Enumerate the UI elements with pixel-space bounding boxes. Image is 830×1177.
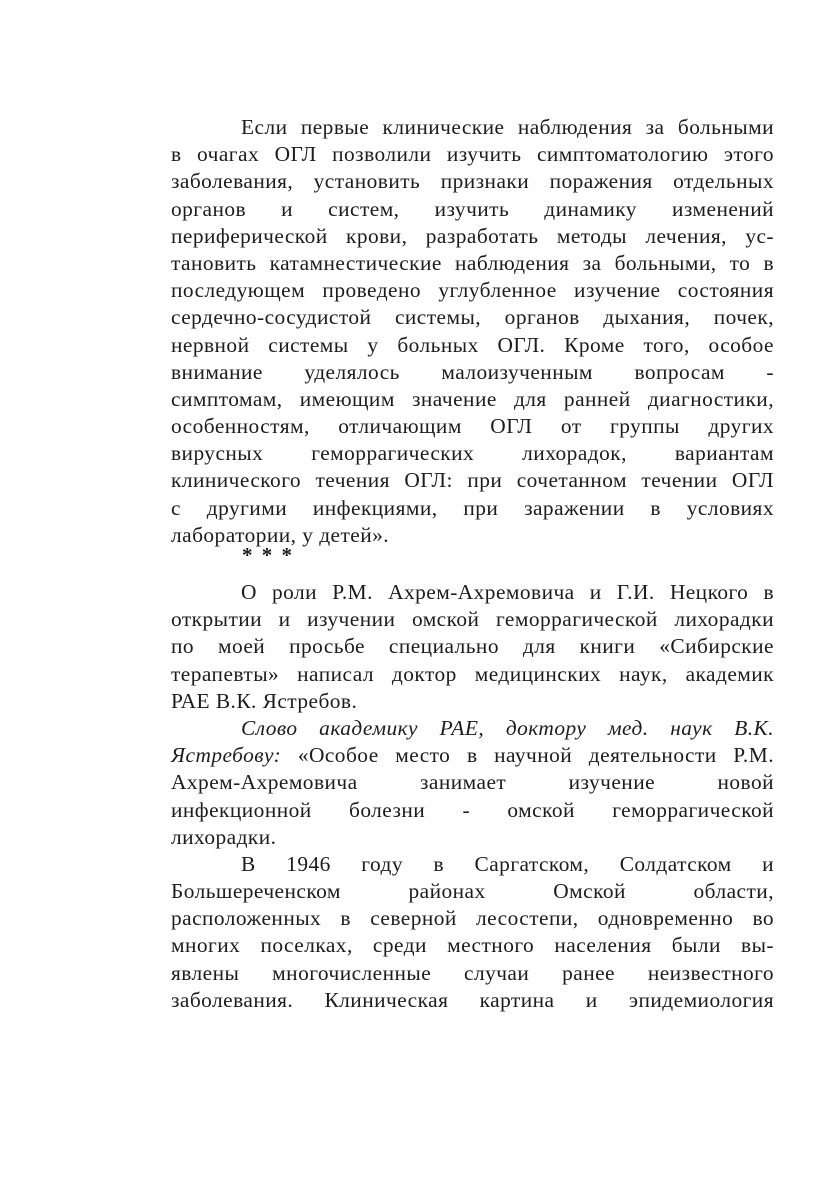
paragraph-3-line <box>171 742 774 769</box>
paragraph-3 <box>171 715 774 851</box>
paragraph-2-line: открытии и изучении омской геморрагической лихорадки <box>171 607 774 632</box>
spacer <box>171 571 774 579</box>
paragraph-1-line: внимание уделялось малоизученным вопросам - <box>171 359 774 384</box>
paragraph-4-line: Большереченском районах Омской области, <box>171 879 774 904</box>
section-separator: * * * <box>242 543 294 567</box>
paragraph-1-line: сердечно-сосудистой системы, органов дыхания, почек, <box>171 305 774 330</box>
paragraph-1-line: последующем проведено углубленное изучение состояния <box>171 278 774 303</box>
paragraph-1 <box>171 114 774 549</box>
paragraph-3-italic-line: Слово академику РАЕ, доктору мед. наук В.К. <box>241 715 774 740</box>
paragraph-1-line: вирусных геморрагических лихорадок, вариантам <box>171 441 774 466</box>
document-body <box>171 114 774 1014</box>
paragraph-1-line: с другими инфекциями, при заражении в условиях <box>171 495 774 520</box>
paragraph-1-line: особенностям, отличающим ОГЛ от группы других <box>171 414 774 439</box>
paragraph-4-line: явлены многочисленные случаи ранее неизвестного <box>171 960 774 985</box>
paragraph-3-line: Ахрем-Ахремовича занимает изучение новой <box>171 770 774 795</box>
paragraph-1-line: в очагах ОГЛ позволили изучить симптоматологию этого <box>171 142 774 167</box>
paragraph-4-line: заболевания. Клиническая картина и эпидемиология <box>171 987 774 1012</box>
paragraph-4-line: В 1946 году в Саргатском, Солдатском и <box>241 851 774 876</box>
paragraph-2-line: РАЕ В.К. Ястребов. <box>171 688 358 713</box>
paragraph-1-line: заболевания, установить признаки поражения отдельных <box>171 169 774 194</box>
paragraph-1-line: органов и систем, изучить динамику изменений <box>171 196 774 221</box>
paragraph-1-line: лаборатории, у детей». <box>171 522 390 547</box>
paragraph-4-line: расположенных в северной лесостепи, одновременно во <box>171 906 774 931</box>
paragraph-1-line: Если первые клинические наблюдения за больными <box>241 115 774 139</box>
paragraph-2-line: О роли Р.М. Ахрем-Ахремовича и Г.И. Нецкого в <box>241 580 774 604</box>
paragraph-3-line: инфекционной болезни - омской геморрагической <box>171 797 774 822</box>
paragraph-1-line: тановить катамнестические наблюдения за больными, то в <box>171 250 774 275</box>
paragraph-3-line-rest: «Особое место в научной деятельности Р.М. <box>281 743 774 768</box>
paragraph-1-line: симптомам, имеющим значение для ранней диагностики, <box>171 386 774 411</box>
paragraph-4-line: многих поселках, среди местного населения были вы- <box>171 933 774 958</box>
paragraph-2-line: по моей просьбе специально для книги «Сибирские <box>171 634 774 659</box>
paragraph-1-line: периферической крови, разработать методы лечения, ус- <box>171 223 774 248</box>
paragraph-4 <box>171 851 774 1014</box>
paragraph-1-line: клинического течения ОГЛ: при сочетанном течении ОГЛ <box>171 468 774 493</box>
paragraph-2 <box>171 579 774 715</box>
paragraph-2-line: терапевты» написал доктор медицинских наук, академик <box>171 661 774 686</box>
paragraph-1-line: нервной системы у больных ОГЛ. Кроме того, особое <box>171 332 774 357</box>
paragraph-3-line: лихорадки. <box>171 824 277 849</box>
paragraph-3-italic-start: Ястребову: <box>171 743 282 768</box>
